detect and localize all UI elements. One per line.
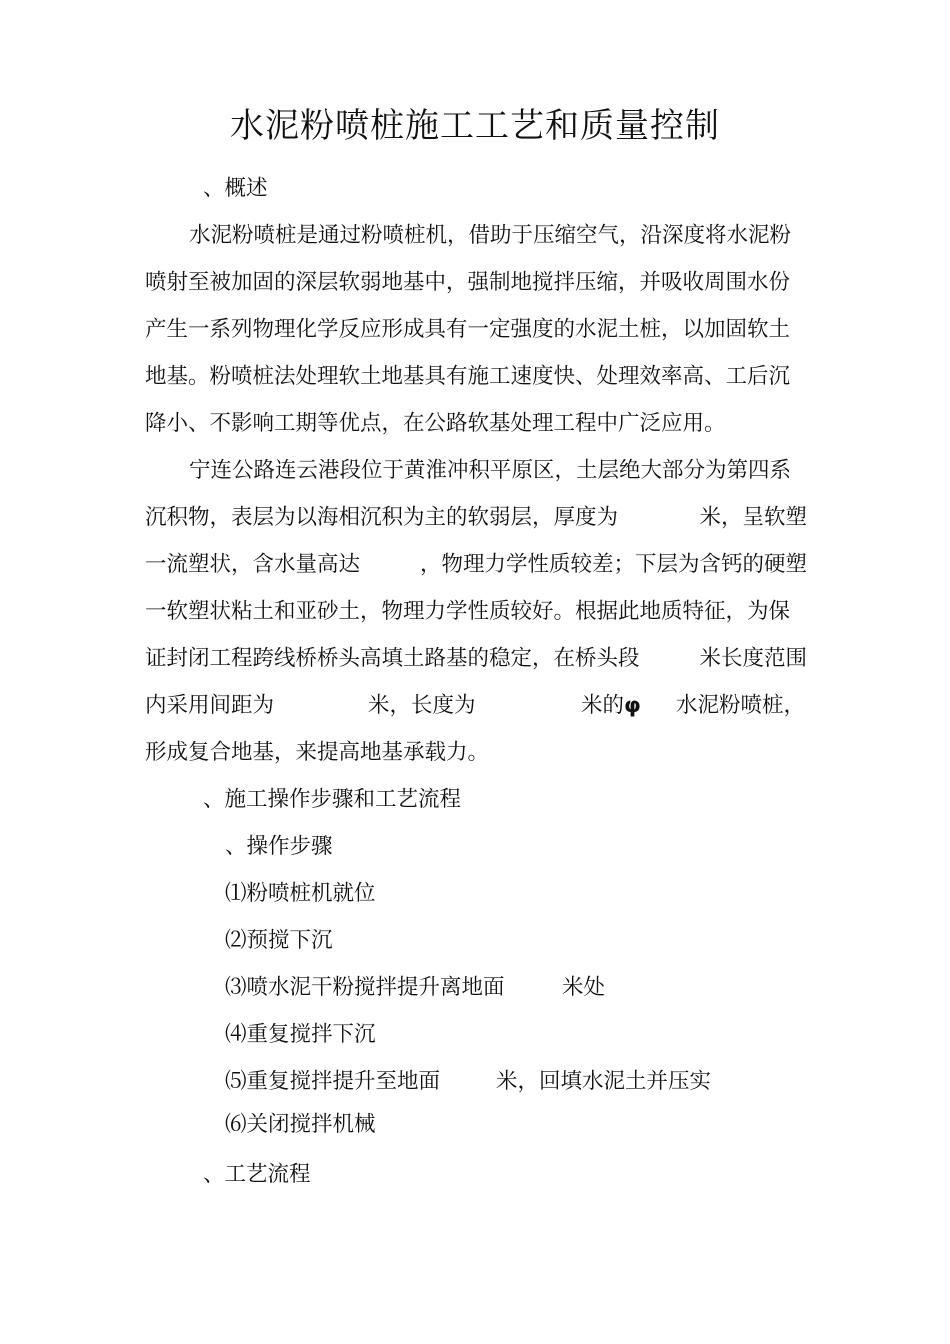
subheading-process-flow: 、工艺流程 [203, 1162, 311, 1187]
text: 证封闭工程跨线桥桥头高填土路基的稳定，在桥头段 [145, 646, 640, 671]
step-2: ⑵预搅下沉 [225, 928, 333, 953]
step-3a: ⑶喷水泥干粉搅拌提升离地面 [225, 975, 505, 1000]
paragraph-2-line-2 [145, 503, 807, 533]
section-heading-construction: 、施工操作步骤和工艺流程 [203, 787, 462, 812]
paragraph-2-line-6c [581, 691, 641, 721]
paragraph-2-line-6a: 内采用间距为 [145, 693, 275, 718]
text: 米长度范围 [699, 646, 807, 671]
step-6: ⑹关闭搅拌机械 [225, 1112, 376, 1137]
subheading-steps: 、操作步骤 [225, 834, 333, 859]
paragraph-2-line-6b: 米，长度为 [368, 693, 476, 718]
text: 宁连公路连云港段位于黄淮冲积平原区，土层绝大部分为第四系 [189, 458, 792, 483]
text: 水泥粉喷桩是通过粉喷桩机，借助于压缩空气，沿深度将水泥粉 [189, 223, 792, 248]
step-5b: 米，回填水泥土并压实 [496, 1069, 712, 1094]
text: ，物理力学性质较差；下层为含钙的硬塑 [419, 552, 807, 577]
text: 一软塑状粘土和亚砂土，物理力学性质较好。根据此地质特征，为保 [145, 599, 791, 624]
text: 沉积物，表层为以海相沉积为主的软弱层，厚度为 [145, 505, 619, 530]
section-heading-overview: 、概述 [203, 176, 268, 201]
phi-symbol: φ [624, 693, 641, 718]
document-title: 水泥粉喷桩施工工艺和质量控制 [230, 106, 720, 146]
paragraph-1-line-4 [145, 362, 807, 392]
text: 米的 [581, 693, 625, 718]
paragraph-2-line-3 [145, 550, 807, 580]
paragraph-2-line-5 [145, 644, 807, 674]
paragraph-2-line-7: 形成复合地基，来提高地基承载力。 [145, 740, 490, 765]
step-1: ⑴粉喷桩机就位 [225, 881, 376, 906]
text: 喷射至被加固的深层软弱地基中，强制地搅拌压缩，并吸收周围水份 [145, 270, 791, 295]
paragraph-1-line-1 [189, 221, 807, 251]
step-5a: ⑸重复搅拌提升至地面 [225, 1069, 441, 1094]
paragraph-1-line-2 [145, 268, 807, 298]
paragraph-2-line-1 [189, 456, 807, 486]
text: 米，呈软塑 [699, 505, 807, 530]
paragraph-1-line-5: 降小、不影响工期等优点，在公路软基处理工程中广泛应用。 [145, 411, 726, 436]
text: 一流塑状，含水量高达 [145, 552, 361, 577]
paragraph-2-line-4 [145, 597, 807, 627]
paragraph-1-line-3 [145, 315, 807, 345]
step-4: ⑷重复搅拌下沉 [225, 1022, 376, 1047]
text: 产生一系列物理化学反应形成具有一定强度的水泥土桩，以加固软土 [145, 317, 791, 342]
step-3b: 米处 [562, 975, 606, 1000]
paragraph-2-line-6d: 水泥粉喷桩， [676, 693, 806, 718]
text: 地基。粉喷桩法处理软土地基具有施工速度快、处理效率高、工后沉 [145, 364, 791, 389]
